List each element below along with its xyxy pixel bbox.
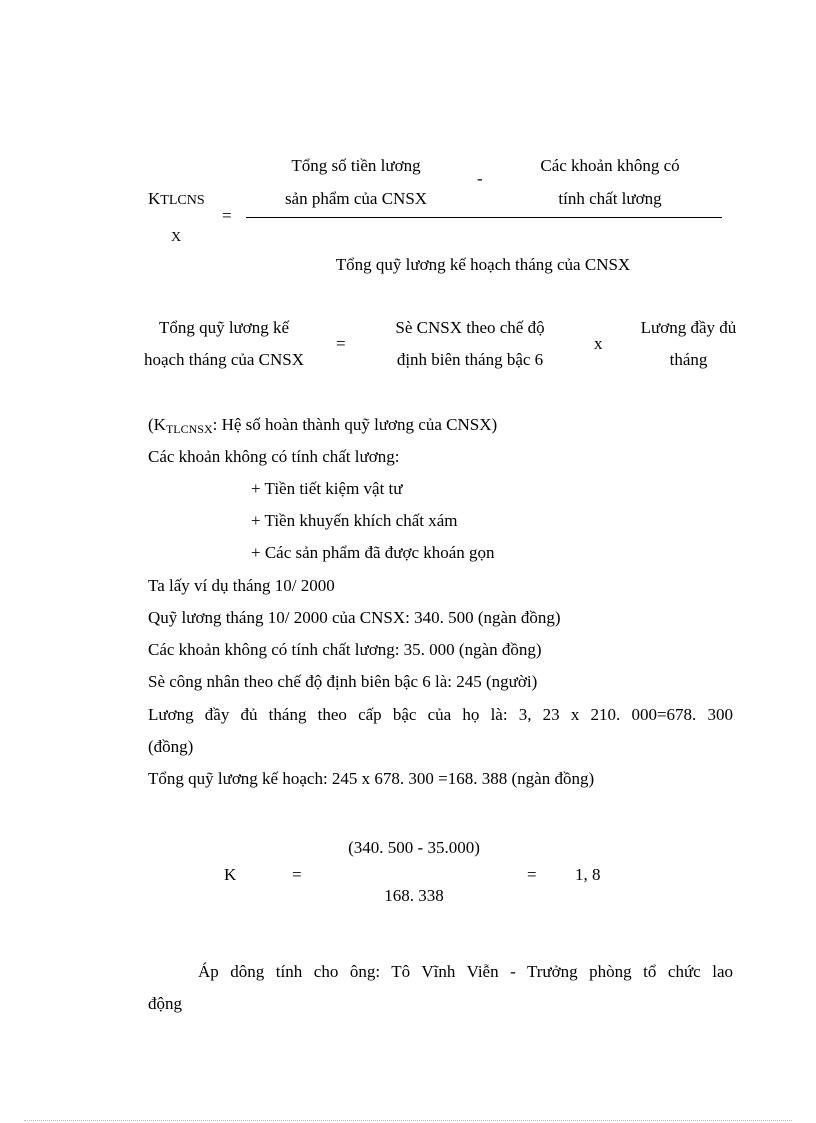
numerator-right-line1: Các khoản không có (540, 156, 680, 175)
note-open: (K (148, 415, 166, 434)
numerator-left-line1: Tổng số tiền lương (291, 156, 421, 175)
numerator-left-line2: sản phẩm của CNSX (284, 189, 428, 208)
denominator: 168. 338 (384, 886, 444, 905)
coefficient-note (148, 416, 497, 435)
right-line1: Lương đầy đủ (640, 318, 737, 337)
left-line2: hoạch tháng của CNSX (143, 350, 305, 369)
non-wage-line: Các khoản không có tính chất lương: 35. 000 (ngàn đồng) (148, 640, 542, 659)
middle-line2: định biên tháng bậc 6 (396, 350, 544, 369)
full-wage-line1: Lương đầy đủ tháng theo cấp bậc của họ là: 3, 23 x 210. 000=678. 300 (148, 705, 733, 724)
note-subscript: TLCNSX (165, 422, 213, 436)
left-line1: Tổng quỹ lương kế (158, 318, 290, 337)
equals-sign-1: = (292, 865, 302, 884)
fund-line: Quỹ lương tháng 10/ 2000 của CNSX: 340. 500 (ngàn đồng) (148, 608, 561, 627)
k-main: K (148, 189, 161, 208)
fraction-line (246, 217, 722, 218)
numerator-right-line2: tính chất lương (558, 189, 662, 208)
right-line2: tháng (669, 350, 708, 369)
equals-sign: = (222, 206, 232, 225)
k-subscript: TLCNS (160, 193, 205, 208)
list-item: + Tiền khuyến khích chất xám (251, 511, 458, 530)
equals-sign-2: = (527, 865, 537, 884)
example-line: Ta lấy ví dụ tháng 10/ 2000 (148, 576, 335, 595)
k-symbol (148, 190, 205, 208)
k-label: K (224, 865, 237, 884)
times-sign: x (594, 334, 603, 353)
list-item: + Tiền tiết kiệm vật tư (251, 479, 403, 498)
workers-line: Sè công nhân theo chế độ định biên bậc 6 là: 245 (người) (148, 672, 538, 691)
closing-line1: Áp dông tính cho ông: Tô Vĩnh Viễn - Trưởng phòng tổ chức lao (198, 962, 733, 981)
middle-line1: Sè CNSX theo chế độ (395, 318, 545, 337)
numerator: (340. 500 - 35.000) (348, 838, 480, 857)
page-bottom-border (24, 1120, 792, 1121)
full-wage-line2: (đồng) (148, 737, 194, 756)
minus-sign: - (477, 169, 483, 188)
denominator: Tổng quỹ lương kế hoạch tháng của CNSX (335, 255, 631, 274)
equals-sign: = (336, 334, 346, 353)
note-rest: : Hệ số hoàn thành quỹ lương của CNSX) (212, 415, 498, 434)
plan-total-line: Tổng quỹ lương kế hoạch: 245 x 678. 300 =168. 388 (ngàn đồng) (148, 769, 595, 788)
k-x-label: X (171, 230, 182, 245)
items-heading: Các khoản không có tính chất lương: (148, 447, 400, 466)
result: 1, 8 (575, 865, 601, 884)
closing-line2: động (148, 994, 182, 1013)
list-item: + Các sản phẩm đã được khoán gọn (251, 543, 495, 562)
